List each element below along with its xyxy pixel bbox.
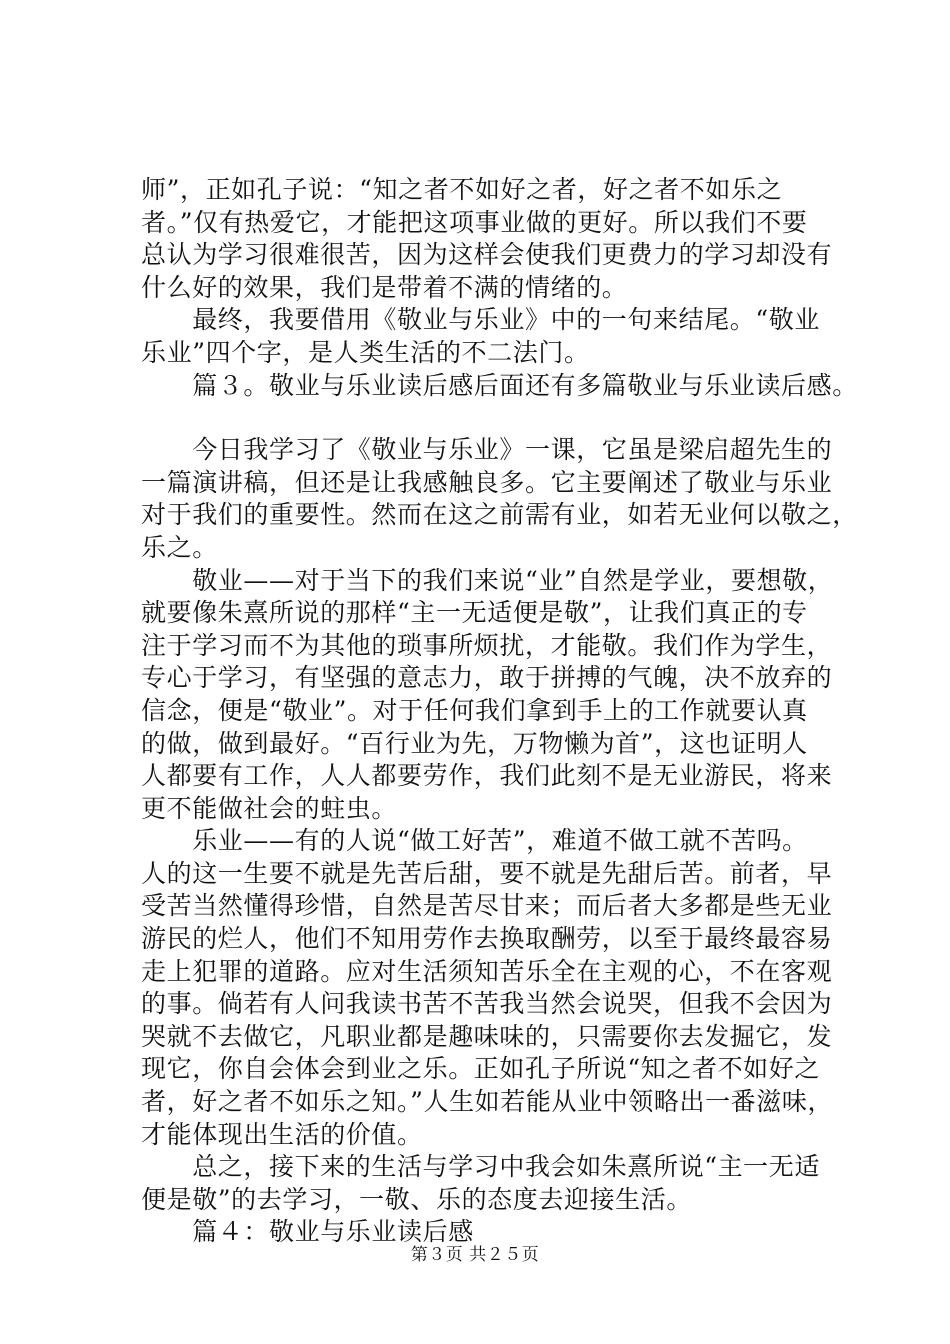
text-line: 游民的烂人，他们不知用劳作去换取酬劳，以至于最终最容易 — [141, 924, 833, 954]
text-line: 更不能做社会的蛀虫。 — [141, 793, 398, 823]
text-line: 敬业——对于当下的我们来说“业”自然是学业，要想敬， — [141, 565, 834, 595]
text-line: 乐之。 — [141, 532, 218, 562]
text-line: 的事。倘若有人问我读书苦不苦我当然会说哭，但我不会因为 — [141, 989, 833, 1019]
text-line: 信念，便是“敬业”。对于任何我们拿到手上的工作就要认真 — [141, 695, 808, 725]
text-line: 专心于学习，有坚强的意志力，敢于拼搏的气魄，决不放弃的 — [141, 663, 833, 693]
section-heading-4: 篇４：敬业与乐业读后感 — [141, 1217, 474, 1247]
text-line: 的做，做到最好。“百行业为先，万物懒为首”，这也证明人 — [141, 728, 808, 758]
text-line: 师”，正如孔子说：“知之者不如好之者，好之者不如乐之 — [141, 175, 783, 204]
document-body — [141, 174, 858, 1249]
text-line: 受苦当然懂得珍惜，自然是苦尽甘来；而后者大多都是些无业 — [141, 891, 833, 921]
text-line: 哭就不去做它，凡职业都是趣味味的，只需要你去发掘它，发 — [141, 1021, 833, 1051]
text-line: 者。”仅有热爱它，才能把这项事业做的更好。所以我们不要 — [141, 207, 808, 237]
text-line: 总认为学习很难很苦，因为这样会使我们更费力的学习却没有 — [141, 240, 833, 270]
text-line: 便是敬”的去学习，一敬、乐的态度去迎接生活。 — [141, 1184, 692, 1214]
text-line: 什么好的效果，我们是带着不满的情绪的。 — [141, 272, 628, 302]
text-line: 走上犯罪的道路。应对生活须知苦乐全在主观的心，不在客观 — [141, 956, 833, 986]
text-line: 才能体现出生活的价值。 — [141, 1119, 423, 1149]
text-line: 就要像朱熹所说的那样“主一无适便是敬”，让我们真正的专 — [141, 598, 808, 628]
text-line: 现它，你自会体会到业之乐。正如孔子所说“知之者不如好之 — [141, 1054, 820, 1084]
blank-line — [141, 402, 841, 434]
text-line: 注于学习而不为其他的琐事所烦扰，才能敬。我们作为学生， — [141, 630, 833, 660]
text-line: 对于我们的重要性。然而在这之前需有业，如若无业何以敬之， — [141, 500, 858, 530]
text-line: 最终，我要借用《敬业与乐业》中的一句来结尾。“敬业 — [141, 305, 820, 335]
text-line: 总之，接下来的生活与学习中我会如朱熹所说“主一无适 — [141, 1152, 820, 1182]
text-line: 者，好之者不如乐之知。”人生如若能从业中领略出一番滋味， — [141, 1087, 834, 1117]
section-heading-3: 篇３。敬业与乐业读后感后面还有多篇敬业与乐业读后感。 — [141, 370, 858, 400]
text-line: 一篇演讲稿，但还是让我感触良多。它主要阐述了敬业与乐业 — [141, 467, 833, 497]
text-line: 今日我学习了《敬业与乐业》一课，它虽是梁启超先生的 — [141, 435, 833, 465]
page-number-footer: 第３页 共２５页 — [410, 1245, 540, 1265]
text-line: 人都要有工作，人人都要劳作，我们此刻不是无业游民，将来 — [141, 761, 833, 791]
text-line: 乐业——有的人说“做工好苦”，难道不做工就不苦吗。 — [141, 826, 808, 856]
text-line: 人的这一生要不就是先苦后甜，要不就是先甜后苦。前者，早 — [141, 858, 833, 888]
text-line: 乐业”四个字，是人类生活的不二法门。 — [141, 337, 590, 367]
